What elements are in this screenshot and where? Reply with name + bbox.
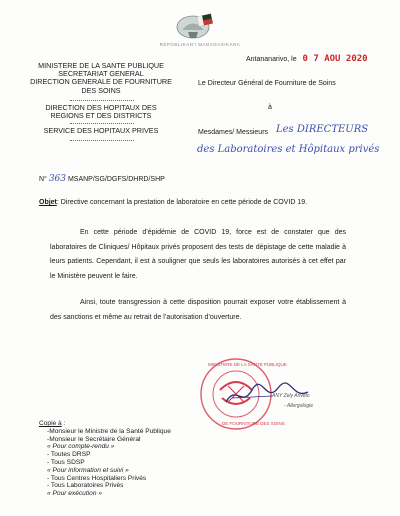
reference-number <box>39 174 165 184</box>
issuing-authority <box>22 62 180 95</box>
divider <box>70 123 134 124</box>
sender: Le Directeur Général de Fourniture de Soins <box>198 80 336 87</box>
object-line <box>39 199 307 206</box>
date-stamp: 0 7 AOU 2020 <box>302 54 368 64</box>
signatory-role: - Allergologie <box>284 403 313 409</box>
secretariat-line: SECRETARIAT GENERAL <box>58 69 144 79</box>
paragraph-1: En cette période d’épidémie de COVID 19, force est de constater que des laboratoires de Cliniques/ Hôpitaux privés proposent des tests de dépistage de cette maladie à leurs patients. Cependant, il est à souligner que seuls les laboratoires autorisés à cet effet par le Ministère peuvent le faire. <box>50 229 346 280</box>
place: Antananarivo, le <box>246 56 297 63</box>
stamp-text: MINISTERE DE LA SANTE PUBLIQUE <box>208 362 287 367</box>
reference-handwritten: 363 <box>48 174 66 184</box>
copies-block <box>39 420 171 498</box>
stamp-bottom-text: DE FOURNITURE DES SOINS <box>222 421 285 426</box>
coat-of-arms-icon <box>168 12 218 44</box>
divider <box>70 140 134 141</box>
directorate-line: DIRECTION GENERALE DE FOURNITURE <box>30 77 172 87</box>
to-word: à <box>268 104 272 111</box>
directorate-line-2: DES SOINS <box>81 85 121 95</box>
copy-line: « Pour information et suivi » <box>47 466 129 474</box>
copies-title: Copie à : <box>39 420 66 427</box>
service-line: SERVICE DES HOPITAUX PRIVES <box>43 126 159 135</box>
copy-line: « Pour compte-rendu » <box>47 443 115 451</box>
divider <box>70 100 134 101</box>
direction-line-2: REGIONS ET DES DISTRICTS <box>50 111 152 121</box>
reference-code: MSANP/SG/DGFS/DHRD/SHP <box>67 176 165 183</box>
reference-prefix: N° <box>39 176 47 183</box>
recipient-handwritten-2: des Laboratoires et Hôpitaux privés <box>197 144 380 155</box>
paragraph-2: Ainsi, toute transgression à cette disposition pourrait exposer votre établissement à des sanctions et même au retrait de l’autorisation d’ouverture. <box>50 299 346 321</box>
object-label: Objet <box>39 199 57 206</box>
copy-line: - Tous SDSP <box>47 458 85 466</box>
emblem <box>168 12 218 44</box>
direction-block <box>22 104 180 120</box>
recipient-label: Mesdames/ Messieurs <box>198 129 269 136</box>
copy-line: « Pour exécution » <box>47 490 102 498</box>
ministry-line: MINISTERE DE LA SANTE PUBLIQUE <box>38 61 164 70</box>
copy-line: -Monsieur le Secrétaire Général <box>47 435 141 443</box>
copy-line: - Toutes DRSP <box>47 451 91 459</box>
emblem-caption: REPOBLIKAN'I MADAGASIKARA <box>159 42 241 47</box>
direction-line: DIRECTION DES HOPITAUX DES <box>45 103 157 112</box>
copy-line: - Tous Centres Hospitaliers Privés <box>47 474 147 482</box>
recipient-handwritten: Les DIRECTEURS <box>276 124 369 135</box>
place-date <box>246 55 368 64</box>
copy-line: -Monsieur le Ministre de la Santé Publique <box>47 427 171 435</box>
signatory-name: ANY Zely Arivelo <box>272 393 310 399</box>
copy-line: - Tous Laboratoires Privés <box>47 482 124 490</box>
object-text: : Directive concernant la prestation de laboratoire en cette période de COVID 19. <box>56 199 308 206</box>
